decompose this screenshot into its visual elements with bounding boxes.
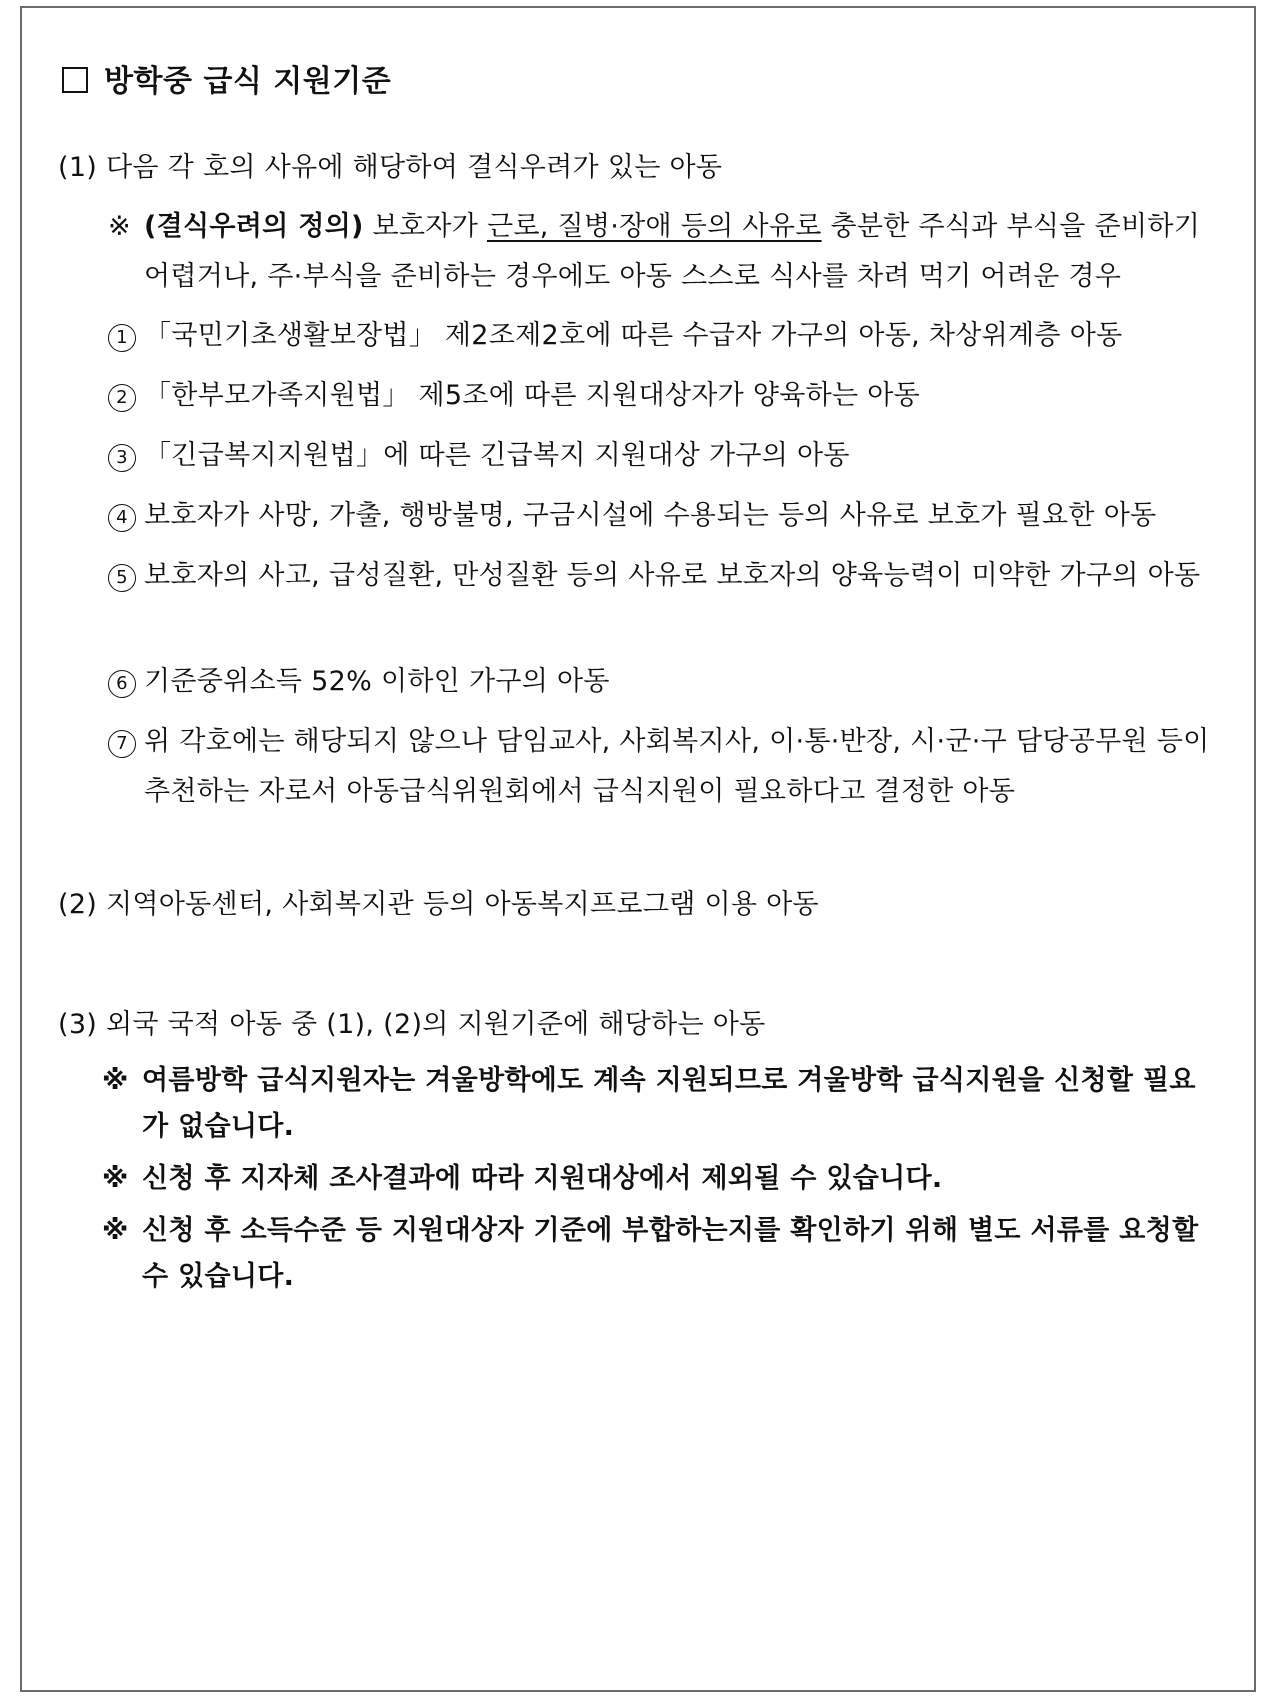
notice-text: 신청 후 소득수준 등 지원대상자 기준에 부합하는지를 확인하기 위해 별도 서류를 요청할 수 있습니다. [142,1215,1199,1292]
notice-1 [102,1058,1212,1150]
criteria-item-6 [108,657,1228,707]
section-2-heading: (2) 지역아동센터, 사회복지관 등의 아동복지프로그램 이용 아동 [58,889,819,920]
notice-2 [102,1156,1212,1202]
criteria-item-1 [108,311,1228,361]
definition-text-before: 보호자가 [372,211,479,242]
criteria-item-7 [108,717,1228,817]
checkbox-icon [62,67,88,93]
reference-mark-icon: ※ [102,1163,129,1194]
circled-number-3: 3 [108,444,136,472]
circled-number-6: 6 [108,670,136,698]
section-3-heading: (3) 외국 국적 아동 중 (1), (2)의 지원기준에 해당하는 아동 [58,1009,766,1040]
section-1-heading: (1) 다음 각 호의 사유에 해당하여 결식우려가 있는 아동 [58,152,723,183]
reference-mark-icon: ※ [102,1215,129,1246]
circled-number-5: 5 [108,564,136,592]
reference-mark-icon: ※ [108,211,131,242]
notice-text: 신청 후 지자체 조사결과에 따라 지원대상에서 제외될 수 있습니다. [142,1163,943,1194]
title-text: 방학중 급식 지원기준 [104,64,392,99]
notice-3 [102,1208,1212,1300]
criteria-item-text: 위 각호에는 해당되지 않으나 담임교사, 사회복지사, 이·통·반장, 시·군·구 담당공무원 등이 추천하는 자로서 아동급식위원회에서 급식지원이 필요하다고 결정한 아동 [144,726,1210,807]
criteria-item-text: 보호자가 사망, 가출, 행방불명, 구금시설에 수용되는 등의 사유로 보호가 필요한 아동 [144,500,1157,531]
circled-number-2: 2 [108,384,136,412]
criteria-item-2 [108,371,1228,421]
circled-number-1: 1 [108,324,136,352]
criteria-item-text: 「긴급복지지원법」에 따른 긴급복지 지원대상 가구의 아동 [144,440,850,471]
definition-label: (결식우려의 정의) [144,211,364,242]
definition-text-after: 충분한 주식과 부식을 준비하기 어렵거나, 주·부식을 준비하는 경우에도 아동 스스로 식사를 차려 먹기 어려운 경우 [144,211,1201,292]
page-title [62,56,391,100]
circled-number-7: 7 [108,730,136,758]
criteria-item-text: 「국민기초생활보장법」 제2조제2호에 따른 수급자 가구의 아동, 차상위계층 아동 [144,320,1123,351]
notice-text: 여름방학 급식지원자는 겨울방학에도 계속 지원되므로 겨울방학 급식지원을 신청할 필요가 없습니다. [142,1065,1196,1142]
criteria-item-4 [108,491,1228,541]
criteria-item-3 [108,431,1228,481]
criteria-item-text: 보호자의 사고, 급성질환, 만성질환 등의 사유로 보호자의 양육능력이 미약한 가구의 아동 [144,560,1201,591]
definition-underlined: 근로, 질병·장애 등의 사유로 [486,211,822,242]
circled-number-4: 4 [108,504,136,532]
definition-note [108,202,1228,302]
criteria-item-text: 기준중위소득 52% 이하인 가구의 아동 [144,666,610,697]
reference-mark-icon: ※ [102,1065,129,1096]
criteria-item-text: 「한부모가족지원법」 제5조에 따른 지원대상자가 양육하는 아동 [144,380,921,411]
criteria-item-5 [108,551,1228,601]
